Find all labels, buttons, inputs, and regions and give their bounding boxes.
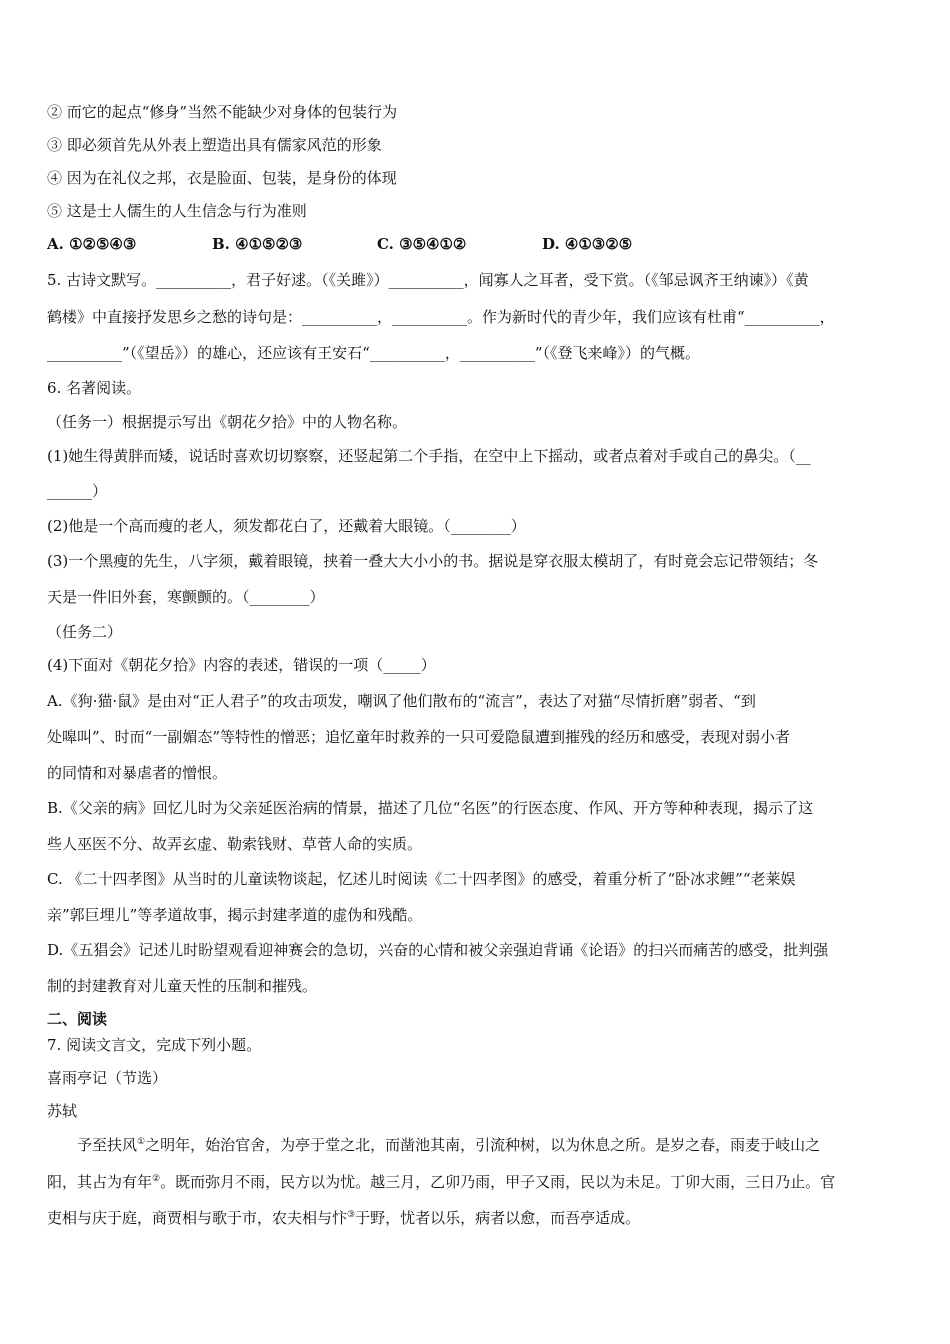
q4-item-5: ⑤ 这是士人儒生的人生信念与行为准则 — [47, 202, 307, 220]
section-2-heading: 二、阅读 — [47, 1010, 108, 1028]
passage-line-3: 吏相与庆于庭，商贾相与歌于市，农夫相与忭③于野，忧者以乐，病者以愈，而吾亭适成。 — [47, 1209, 641, 1227]
passage-line-2: 阳，其占为有年②。既而弥月不雨，民方以为忧。越三月，乙卯乃雨，甲子又雨，民以为未足。丁卯大雨，三日乃止。官 — [47, 1173, 836, 1191]
q6-task1: （任务一）根据提示写出《朝花夕拾》中的人物名称。 — [47, 413, 408, 431]
passage-author: 苏轼 — [47, 1102, 78, 1120]
q6-option-c-line-1: C. 《二十四孝图》从当时的儿童读物谈起，忆述儿时阅读《二十四孝图》的感受，着重分析了“卧冰求鲤”“老莱娱 — [47, 870, 796, 888]
passage-title: 喜雨亭记（节选） — [47, 1069, 168, 1087]
q6-option-b-line-2: 些人巫医不分、故弄玄虚、勒索钱财、草菅人命的实质。 — [47, 835, 423, 853]
passage-line-1: 予至扶风①之明年，始治官舍，为亭于堂之北，而凿池其南，引流种树，以为休息之所。是岁之春，雨麦于岐山之 — [77, 1136, 821, 1154]
footnote-marker-3: ③ — [347, 1210, 356, 1220]
q6-option-c-line-2: 亲”郭巨埋儿”等孝道故事，揭示封建孝道的虚伪和残酷。 — [47, 906, 423, 924]
q6-option-a-line-3: 的同情和对暴虐者的憎恨。 — [47, 764, 228, 782]
q6-option-a-line-1: A.《狗·猫·鼠》是由对“正人君子”的攻击项发，嘲讽了他们散布的“流言”，表达了对猫“尽情折磨”弱者、“到 — [47, 692, 756, 710]
q6-p1-line-2: ______） — [47, 482, 108, 500]
q4-option-b[interactable]: B. ④①⑤②③ — [212, 235, 303, 253]
q6-option-b-line-1: B.《父亲的病》回忆儿时为父亲延医治病的情景，描述了几位“名医”的行医态度、作风、开方等种种表现，揭示了这 — [47, 799, 814, 817]
q6-p3-line-2: 天是一件旧外套，寒颤颤的。（________） — [47, 588, 325, 606]
q5-line-2: 鹤楼》中直接抒发思乡之愁的诗句是：__________，__________。作为新时代的青少年，我们应该有杜甫“__________， — [47, 308, 835, 326]
q4-options — [47, 234, 912, 254]
q6-option-d-line-2: 制的封建教育对儿童天性的压制和摧残。 — [47, 977, 318, 995]
q4-option-d[interactable]: D. ④①③②⑤ — [542, 235, 633, 253]
q4-option-a[interactable]: A. ①②⑤④③ — [47, 235, 137, 253]
q7-prompt: 7. 阅读文言文，完成下列小题。 — [47, 1036, 262, 1054]
q5-line-3: __________”（《望岳》）的雄心，还应该有王安石“__________，__________”（《登飞来峰》）的气概。 — [47, 344, 701, 362]
q6-task2: （任务二） — [47, 623, 123, 641]
q4-option-c[interactable]: C. ③⑤④①② — [377, 235, 467, 253]
q6-option-d-line-1: D.《五猖会》记述儿时盼望观看迎神赛会的急切，兴奋的心情和被父亲强迫背诵《论语》的扫兴而痛苦的感受，批判强 — [47, 941, 829, 959]
q6-p4: (4)下面对《朝花夕拾》内容的表述，错误的一项（_____） — [47, 656, 436, 674]
q6-option-a-line-2: 处嗥叫”、时而“一副媚态”等特性的憎恶；追忆童年时救养的一只可爱隐鼠遭到摧残的经历和感受，表现对弱小者 — [47, 728, 791, 746]
footnote-marker-2: ② — [152, 1174, 161, 1184]
q6-p1-line-1: (1)她生得黄胖而矮，说话时喜欢切切察察，还竖起第二个手指，在空中上下摇动，或者点着对手或自己的鼻尖。（__ — [47, 447, 811, 465]
q6-heading: 6. 名著阅读。 — [47, 379, 142, 397]
footnote-marker-1: ① — [137, 1137, 146, 1147]
q6-p2: (2)他是一个高而瘦的老人，须发都花白了，还戴着大眼镜。（________） — [47, 517, 526, 535]
q4-item-2: ② 而它的起点“修身”当然不能缺少对身体的包装行为 — [47, 103, 398, 121]
q5-line-1: 5. 古诗文默写。__________，君子好逑。（《关雎》）__________，闻寡人之耳者，受下赏。（《邹忌讽齐王纳谏》）《黄 — [47, 271, 809, 289]
q4-item-4: ④ 因为在礼仪之邦，衣是脸面、包装，是身份的体现 — [47, 169, 397, 187]
q4-item-3: ③ 即必须首先从外表上塑造出具有儒家风范的形象 — [47, 136, 382, 154]
q6-p3-line-1: (3)一个黑瘦的先生，八字须，戴着眼镜，挟着一叠大大小小的书。据说是穿衣服太模胡了，有时竟会忘记带领结；冬 — [47, 552, 819, 570]
